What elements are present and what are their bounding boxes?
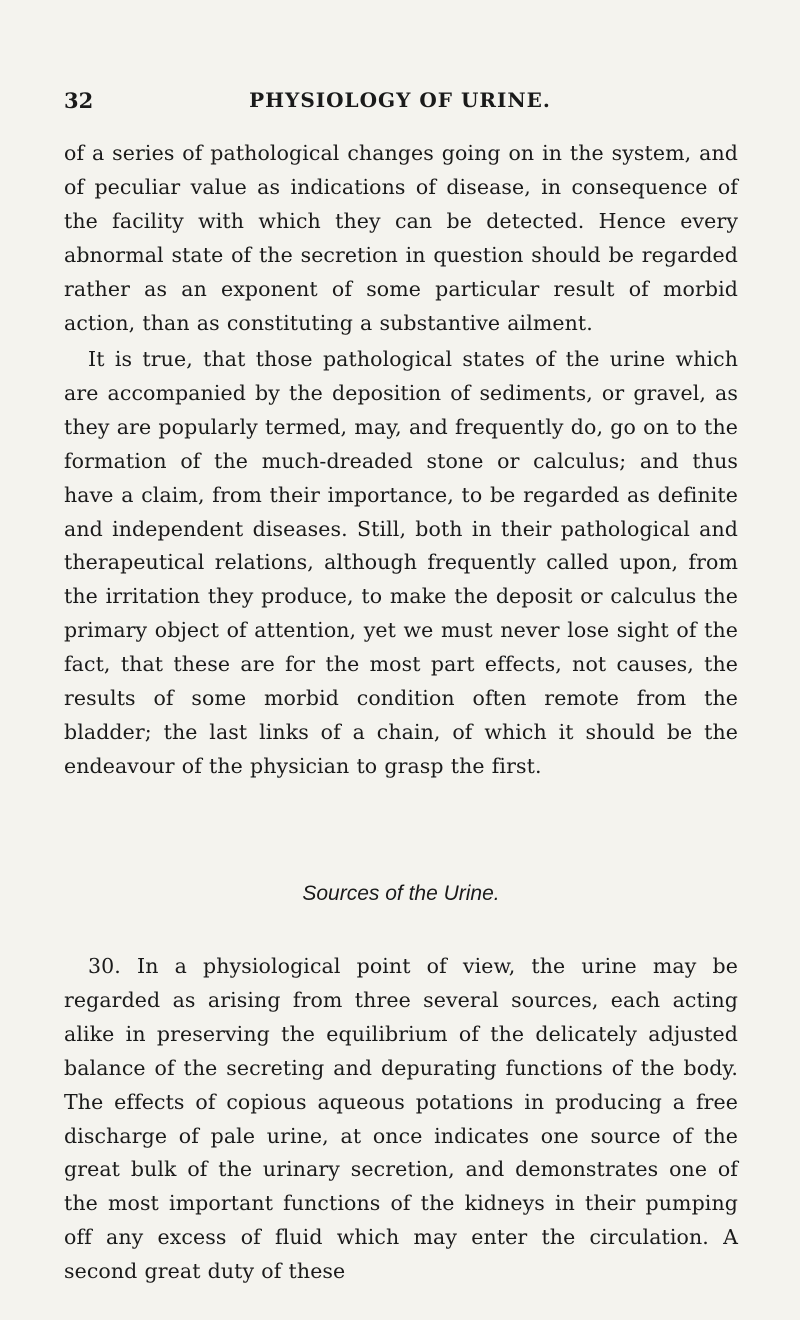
paragraph-continuation: of a series of pathological changes going on in the system, and of peculiar value as indications of disease, in consequence of the facility with which they can be detected. Hence every abnormal state of the secretion in question should be regarded rather as an exponent of some particular result of morbid action, than as constituting a substantive ailment. (64, 141, 738, 335)
paragraph-pathological-states: It is true, that those pathological states of the urine which are accompanied by the deposition of sediments, or gravel, as they are popularly termed, may, and frequently do, go on to the formation of the much-dreaded stone or calculus; and thus have a claim, from their importance, to be regarded as definite and independent diseases. Still, both in their pathological and therapeutical relations, although frequently called upon, from the irritation they produce, to make the deposit or calculus the primary object of attention, yet we must never lose sight of the fact, that these are for the most part effects, not causes, the results of some morbid condition often remote from the bladder; the last links of a chain, of which it should be the endeavour of the physician to grasp the first. (64, 347, 738, 778)
paragraph-sources-of-urine: 30. In a physiological point of view, the urine may be regarded as arising from three several sources, each acting alike in preserving the equilibrium of the delicately adjusted balance of the secreting and depurating functions of the body. The effects of copious aqueous potations in producing a free discharge of pale urine, at once indicates one source of the great bulk of the urinary secretion, and demonstrates one of the most important functions of the kidneys in their pumping off any excess of fluid which may enter the circulation. A second great duty of these (64, 954, 738, 1284)
section-heading: Sources of the Urine. (302, 882, 500, 905)
page-number: 32 (64, 88, 94, 113)
page-header (64, 88, 736, 118)
running-title: PHYSIOLOGY OF URINE. (249, 88, 551, 112)
